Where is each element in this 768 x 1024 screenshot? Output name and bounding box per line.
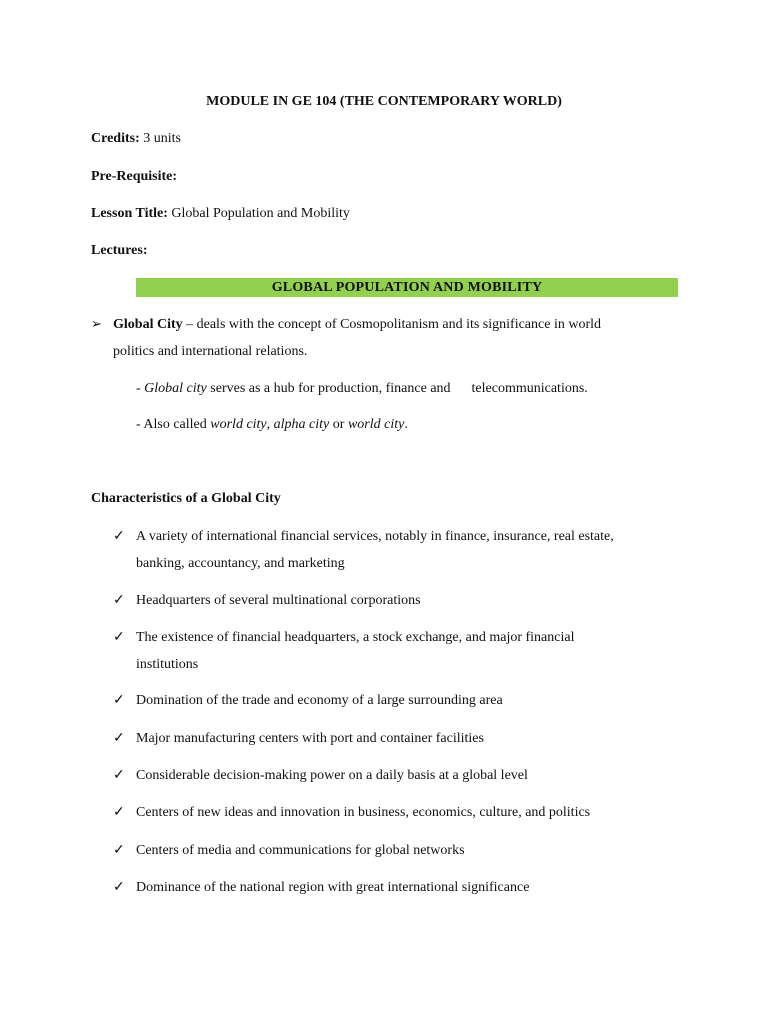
list-item-text: Centers of media and communications for global networks — [136, 843, 465, 858]
sub2-sep2: or — [329, 417, 348, 432]
sub2-term-world-city-2: world city — [347, 417, 405, 432]
list-item-text: Major manufacturing centers with port and container facilities — [136, 731, 484, 746]
list-item-text: Headquarters of several multinational corporations — [136, 593, 421, 608]
global-city-definition-line1: – deals with the concept of Cosmopolitanism and its significance in world — [182, 317, 601, 332]
list-item — [136, 874, 529, 901]
list-item — [136, 523, 614, 577]
page-title: MODULE IN GE 104 (THE CONTEMPORARY WORLD) — [206, 94, 562, 109]
sub2-prefix: - Also called — [136, 417, 211, 432]
sub1-prefix: - — [136, 381, 145, 396]
sub2-term-alpha-city: alpha city — [273, 417, 330, 432]
credits-value: 3 units — [139, 131, 181, 146]
list-item — [136, 587, 421, 614]
list-item-text: A variety of international financial services, notably in finance, insurance, real estate, — [136, 529, 614, 544]
check-icon: ✓ — [113, 843, 125, 858]
sub2-term-world-city: world city — [210, 417, 267, 432]
check-icon: ✓ — [113, 529, 125, 544]
lesson-title-line — [91, 206, 350, 222]
lesson-title-value: Global Population and Mobility — [167, 206, 350, 221]
global-city-sub-point-2 — [136, 417, 408, 433]
global-city-term: Global City — [113, 317, 183, 332]
list-item — [136, 799, 590, 826]
list-item-text-cont: institutions — [136, 657, 199, 672]
sub1-term: Global city — [144, 381, 207, 396]
credits-label: Credits: — [91, 131, 140, 146]
list-item-text: The existence of financial headquarters, a stock exchange, and major financial — [136, 630, 575, 645]
check-icon: ✓ — [113, 593, 125, 608]
list-item-text-cont: banking, accountancy, and marketing — [136, 556, 345, 571]
list-item — [136, 687, 503, 714]
check-icon: ✓ — [113, 768, 125, 783]
credits-line — [91, 131, 181, 147]
list-item — [136, 837, 465, 864]
characteristics-heading: Characteristics of a Global City — [91, 491, 281, 506]
global-city-definition — [113, 317, 601, 333]
sub2-end: . — [404, 417, 408, 432]
sub1-rest: serves as a hub for production, finance and telecommunications. — [206, 381, 588, 396]
prerequisite-label: Pre-Requisite: — [91, 169, 178, 184]
global-city-sub-point-1 — [136, 381, 588, 397]
check-icon: ✓ — [113, 880, 125, 895]
check-icon: ✓ — [113, 805, 125, 820]
arrow-bullet-icon: ➢ — [91, 316, 102, 331]
lesson-title-label: Lesson Title: — [91, 206, 168, 221]
check-icon: ✓ — [113, 693, 125, 708]
list-item-text: Centers of new ideas and innovation in business, economics, culture, and politics — [136, 805, 591, 820]
list-item-text: Considerable decision-making power on a daily basis at a global level — [136, 768, 528, 783]
sub2-sep1: , — [266, 417, 274, 432]
list-item — [136, 762, 528, 789]
list-item — [136, 624, 574, 678]
list-item-text: Dominance of the national region with great international significance — [136, 880, 530, 895]
global-city-definition-line2: politics and international relations. — [113, 344, 308, 359]
section-banner: GLOBAL POPULATION AND MOBILITY — [136, 278, 678, 297]
check-icon: ✓ — [113, 731, 125, 746]
list-item-text: Domination of the trade and economy of a large surrounding area — [136, 693, 503, 708]
lectures-label: Lectures: — [91, 243, 148, 258]
check-icon: ✓ — [113, 630, 125, 645]
list-item — [136, 725, 484, 752]
